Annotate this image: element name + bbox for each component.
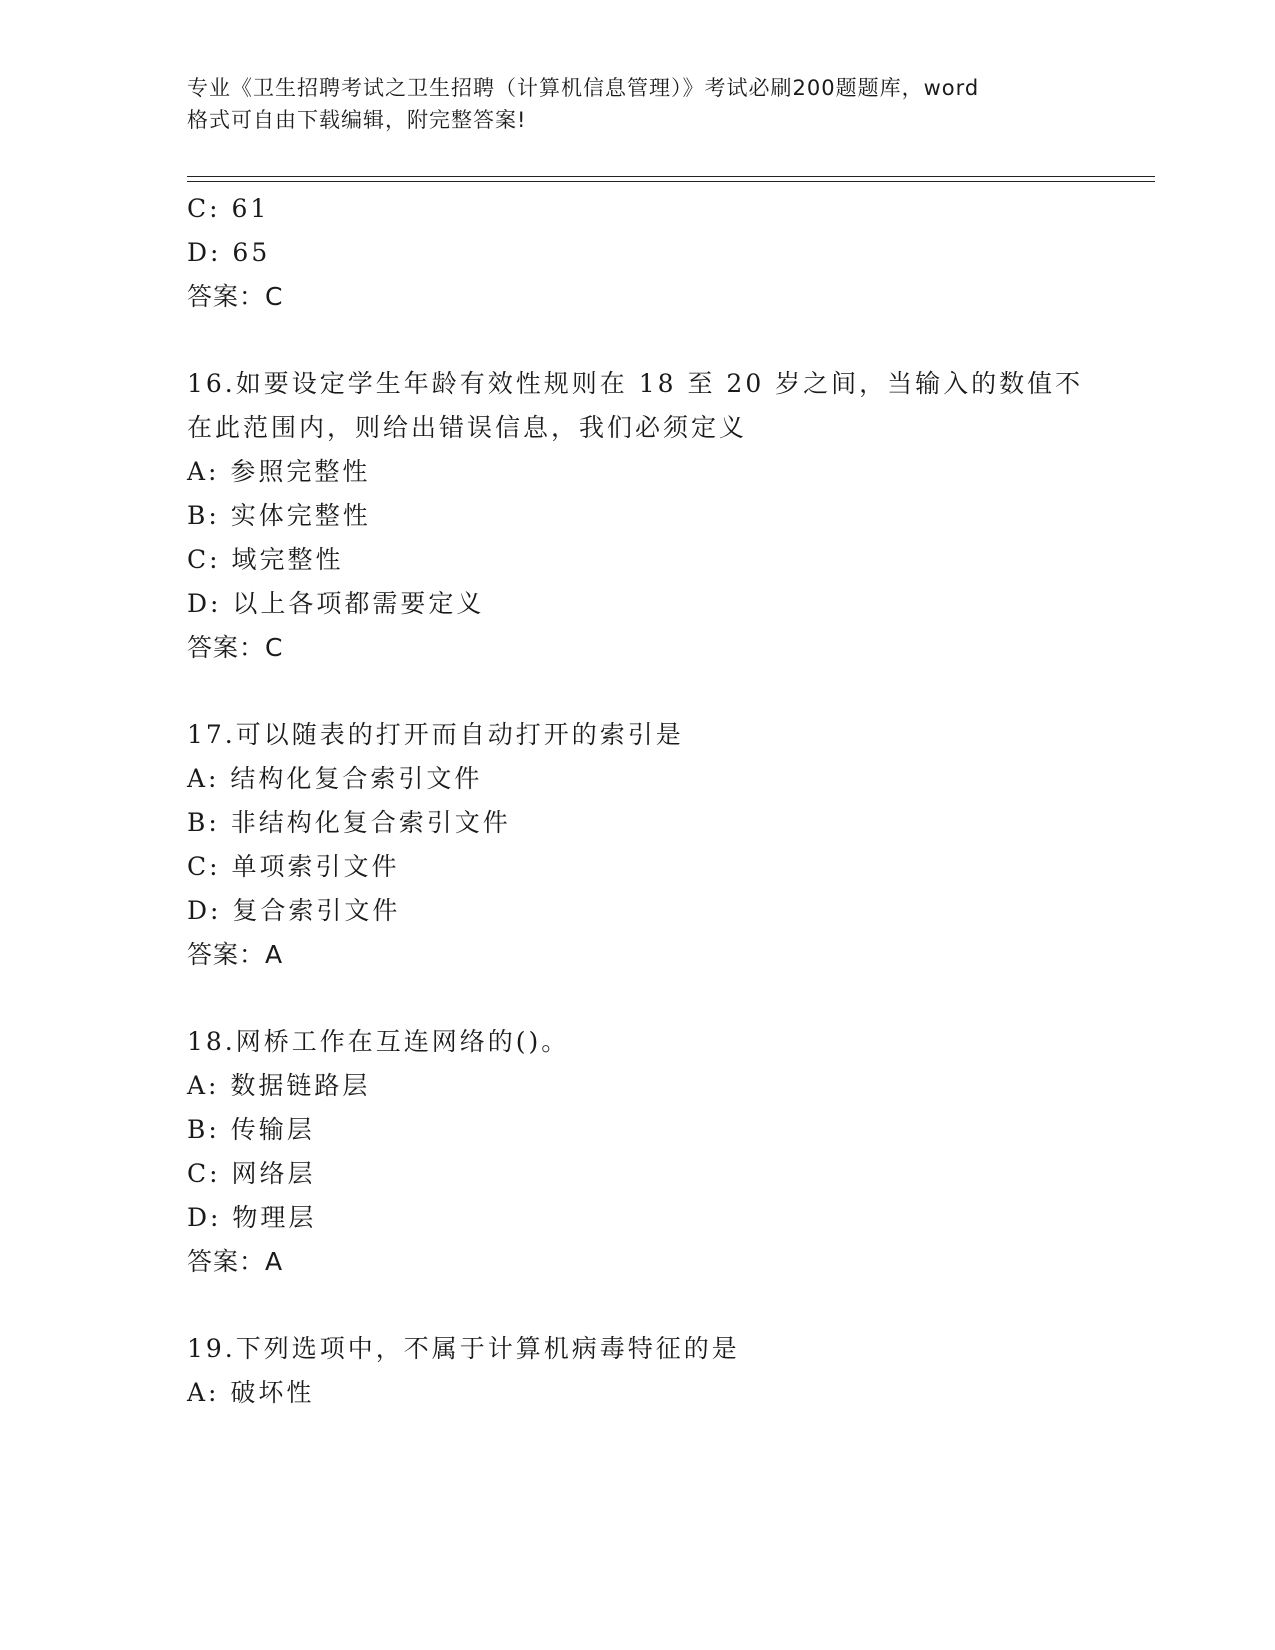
option-line: A: 结构化复合索引文件 [187, 764, 483, 793]
question-line: 18.网桥工作在互连网络的()。 [187, 1027, 570, 1056]
option-line: B: 实体完整性 [187, 501, 371, 530]
option-line: D: 以上各项都需要定义 [187, 589, 485, 618]
answer-line: 答案：A [187, 1247, 284, 1276]
answer-line: 答案：C [187, 633, 284, 662]
question-line: 16.如要设定学生年龄有效性规则在 18 至 20 岁之间，当输入的数值不 [187, 369, 1084, 398]
option-line: A: 参照完整性 [187, 457, 371, 486]
option-line: D: 物理层 [187, 1203, 317, 1232]
document-header [187, 72, 1097, 136]
answer-line: 答案：C [187, 282, 284, 311]
option-line: A: 数据链路层 [187, 1071, 371, 1100]
header-divider-bottom [187, 181, 1155, 182]
option-line: D: 复合索引文件 [187, 896, 401, 925]
option-line: D: 65 [187, 238, 271, 267]
option-line: B: 非结构化复合索引文件 [187, 808, 511, 837]
header-divider-top [187, 176, 1155, 177]
question-line: 19.下列选项中，不属于计算机病毒特征的是 [187, 1334, 740, 1363]
question-line: 在此范围内，则给出错误信息，我们必须定义 [187, 413, 748, 442]
option-line: C: 61 [187, 194, 270, 223]
option-line: C: 单项索引文件 [187, 852, 400, 881]
option-line: A: 破坏性 [187, 1378, 315, 1407]
header-line-1: 专业《卫生招聘考试之卫生招聘（计算机信息管理）》考试必刷200题题库，word [187, 76, 980, 100]
header-line-2: 格式可自由下载编辑，附完整答案! [187, 108, 527, 132]
option-line: B: 传输层 [187, 1115, 315, 1144]
question-line: 17.可以随表的打开而自动打开的索引是 [187, 720, 684, 749]
option-line: C: 域完整性 [187, 545, 344, 574]
answer-line: 答案：A [187, 940, 284, 969]
option-line: C: 网络层 [187, 1159, 316, 1188]
